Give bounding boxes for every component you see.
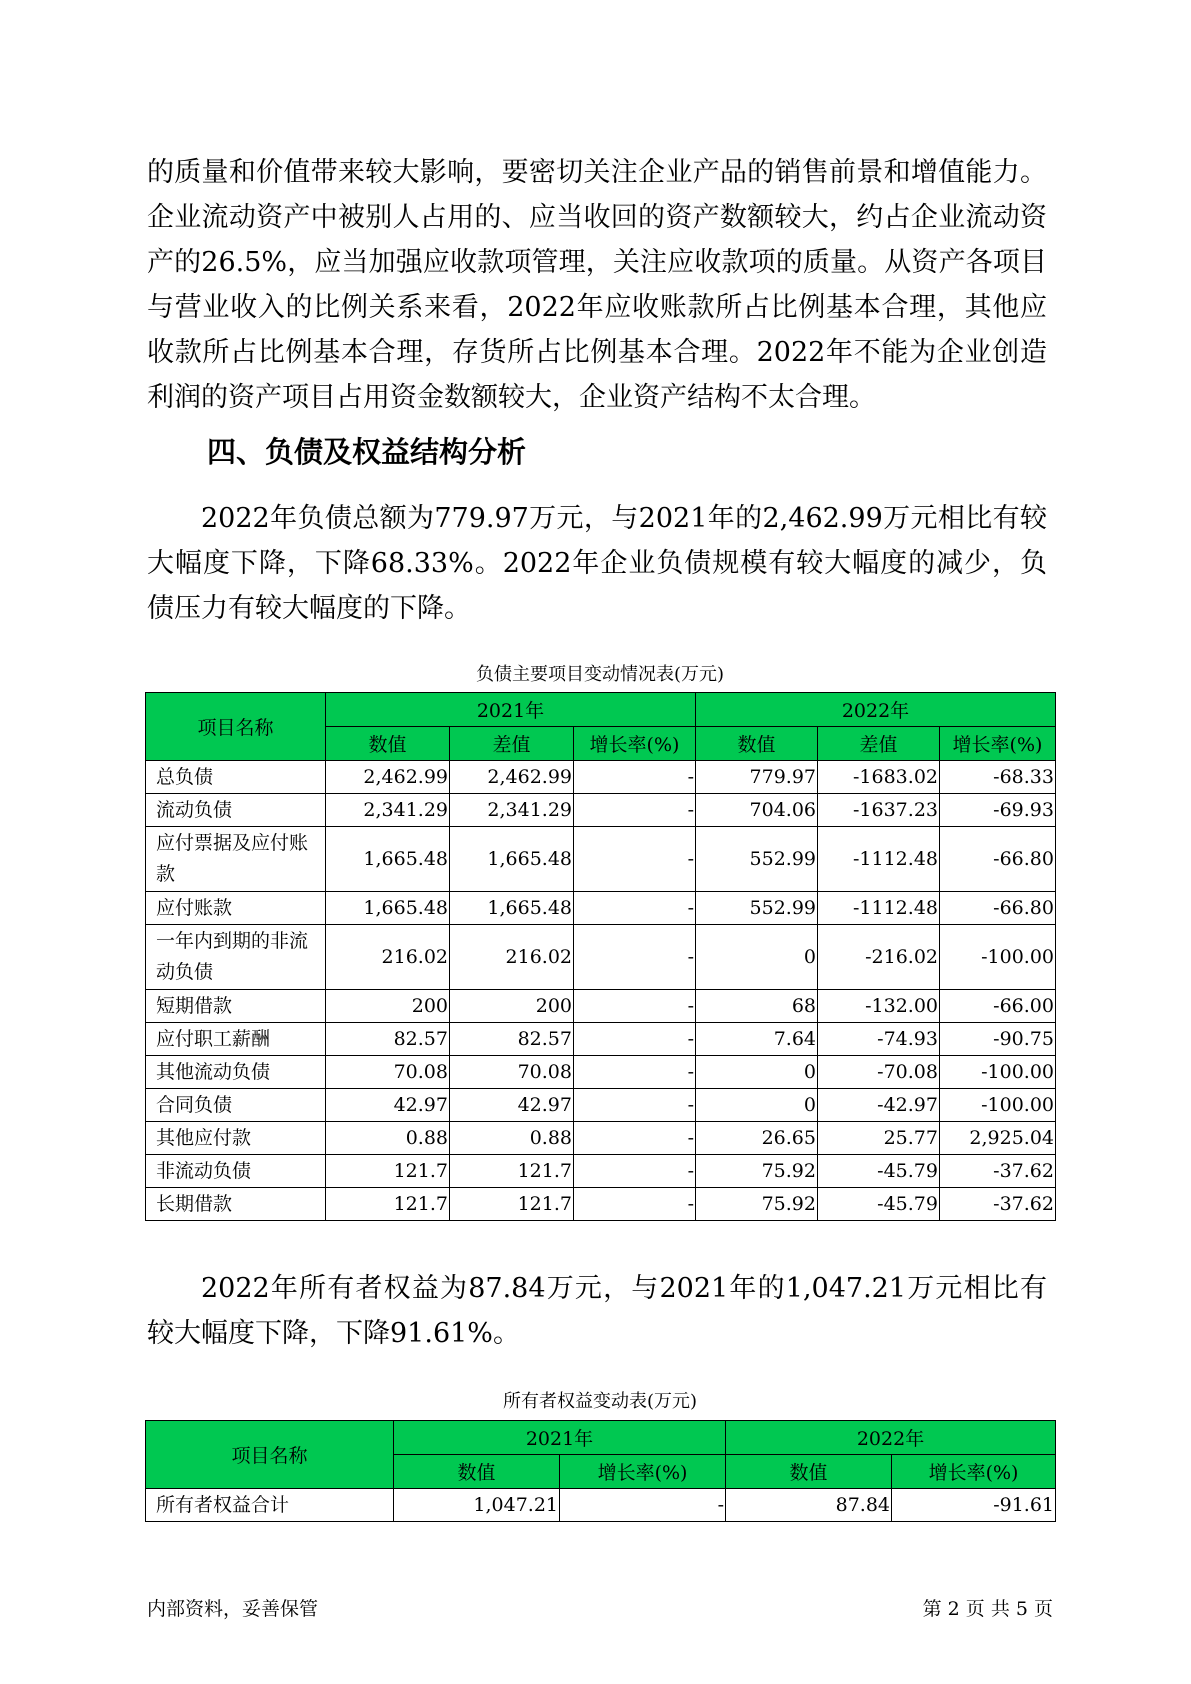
debt-header-rate-2: 增长率(%) — [940, 727, 1056, 761]
row-value-2021: 121.7 — [326, 1155, 450, 1188]
row-value-2022: 7.64 — [696, 1023, 818, 1056]
row-rate-2021: - — [574, 892, 696, 925]
row-name: 总负债 — [146, 761, 326, 794]
row-diff-2021: 70.08 — [450, 1056, 574, 1089]
row-rate-2021: - — [574, 1155, 696, 1188]
row-name: 应付票据及应付账款 — [146, 827, 326, 892]
table-row — [146, 794, 1056, 827]
body-paragraph-debt: 2022年负债总额为779.97万元，与2021年的2,462.99万元相比有较大幅度下降，下降68.33%。2022年企业负债规模有较大幅度的减少，负债压力有较大幅度的下降。 — [147, 503, 1047, 624]
row-rate-2021: - — [574, 990, 696, 1023]
row-diff-2021: 200 — [450, 990, 574, 1023]
table-row — [146, 827, 1056, 892]
debt-header-diff-1: 差值 — [450, 727, 574, 761]
row-rate-2022: 2,925.04 — [940, 1122, 1056, 1155]
row-rate-2022: -90.75 — [940, 1023, 1056, 1056]
row-rate-2022: -91.61 — [892, 1489, 1056, 1522]
equity-header-value-1: 数值 — [394, 1455, 560, 1489]
row-rate-2021: - — [574, 1122, 696, 1155]
table-row — [146, 1155, 1056, 1188]
debt-header-name: 项目名称 — [146, 693, 326, 761]
row-value-2022: 26.65 — [696, 1122, 818, 1155]
row-value-2022: 0 — [696, 1089, 818, 1122]
footer-confidential-note: 内部资料，妥善保管 — [147, 1598, 319, 1620]
debt-header-value-2: 数值 — [696, 727, 818, 761]
row-rate-2022: -100.00 — [940, 1089, 1056, 1122]
row-diff-2022: -1112.48 — [818, 827, 940, 892]
row-diff-2021: 1,665.48 — [450, 827, 574, 892]
row-name: 所有者权益合计 — [146, 1489, 394, 1522]
debt-header-diff-2: 差值 — [818, 727, 940, 761]
row-value-2021: 70.08 — [326, 1056, 450, 1089]
row-diff-2022: 25.77 — [818, 1122, 940, 1155]
debt-header-year1: 2021年 — [326, 693, 696, 727]
row-diff-2021: 216.02 — [450, 925, 574, 990]
row-value-2022: 0 — [696, 925, 818, 990]
row-diff-2021: 42.97 — [450, 1089, 574, 1122]
row-value-2022: 704.06 — [696, 794, 818, 827]
equity-header-rate-2: 增长率(%) — [892, 1455, 1056, 1489]
row-diff-2021: 82.57 — [450, 1023, 574, 1056]
row-name: 流动负债 — [146, 794, 326, 827]
row-value-2022: 75.92 — [696, 1155, 818, 1188]
row-rate-2022: -100.00 — [940, 925, 1056, 990]
row-value-2021: 2,462.99 — [326, 761, 450, 794]
debt-header-value-1: 数值 — [326, 727, 450, 761]
body-paragraph-equity: 2022年所有者权益为87.84万元，与2021年的1,047.21万元相比有较大幅度下降，下降91.61%。 — [147, 1273, 1047, 1349]
table-row — [146, 925, 1056, 990]
table-row — [146, 1023, 1056, 1056]
section-heading: 四、负债及权益结构分析 — [207, 435, 527, 469]
row-diff-2022: -132.00 — [818, 990, 940, 1023]
row-rate-2021: - — [574, 1089, 696, 1122]
row-diff-2022: -1637.23 — [818, 794, 940, 827]
row-name: 其他应付款 — [146, 1122, 326, 1155]
row-name: 其他流动负债 — [146, 1056, 326, 1089]
equity-header-year2: 2022年 — [726, 1421, 1056, 1455]
row-value-2021: 1,665.48 — [326, 892, 450, 925]
row-rate-2022: -37.62 — [940, 1188, 1056, 1221]
row-value-2021: 1,665.48 — [326, 827, 450, 892]
row-value-2022: 68 — [696, 990, 818, 1023]
row-value-2021: 82.57 — [326, 1023, 450, 1056]
row-value-2022: 552.99 — [696, 827, 818, 892]
row-value-2021: 2,341.29 — [326, 794, 450, 827]
debt-table — [145, 692, 1056, 1221]
equity-table-caption: 所有者权益变动表(万元) — [502, 1391, 698, 1412]
row-value-2022: 779.97 — [696, 761, 818, 794]
row-rate-2021: - — [574, 1056, 696, 1089]
table-row — [146, 990, 1056, 1023]
row-rate-2021: - — [574, 794, 696, 827]
row-diff-2021: 2,341.29 — [450, 794, 574, 827]
row-rate-2022: -69.93 — [940, 794, 1056, 827]
equity-header-rate-1: 增长率(%) — [560, 1455, 726, 1489]
row-diff-2021: 121.7 — [450, 1188, 574, 1221]
row-value-2021: 42.97 — [326, 1089, 450, 1122]
row-rate-2022: -37.62 — [940, 1155, 1056, 1188]
row-name: 应付账款 — [146, 892, 326, 925]
row-value-2021: 1,047.21 — [394, 1489, 560, 1522]
row-rate-2022: -66.00 — [940, 990, 1056, 1023]
debt-header-rate-1: 增长率(%) — [574, 727, 696, 761]
table-row — [146, 1489, 1056, 1522]
row-rate-2022: -68.33 — [940, 761, 1056, 794]
row-name: 长期借款 — [146, 1188, 326, 1221]
debt-header-year2: 2022年 — [696, 693, 1056, 727]
footer-page-number: 第 2 页 共 5 页 — [922, 1598, 1053, 1620]
equity-header-value-2: 数值 — [726, 1455, 892, 1489]
row-diff-2021: 121.7 — [450, 1155, 574, 1188]
row-value-2021: 200 — [326, 990, 450, 1023]
row-diff-2021: 1,665.48 — [450, 892, 574, 925]
row-rate-2021: - — [574, 1023, 696, 1056]
row-rate-2022: -66.80 — [940, 827, 1056, 892]
row-rate-2021: - — [574, 827, 696, 892]
row-diff-2022: -216.02 — [818, 925, 940, 990]
row-name: 应付职工薪酬 — [146, 1023, 326, 1056]
row-value-2022: 75.92 — [696, 1188, 818, 1221]
row-name: 一年内到期的非流动负债 — [146, 925, 326, 990]
row-diff-2021: 0.88 — [450, 1122, 574, 1155]
table-row — [146, 1089, 1056, 1122]
row-diff-2022: -74.93 — [818, 1023, 940, 1056]
table-row — [146, 892, 1056, 925]
table-row — [146, 1122, 1056, 1155]
row-diff-2022: -70.08 — [818, 1056, 940, 1089]
equity-header-year1: 2021年 — [394, 1421, 726, 1455]
row-diff-2022: -45.79 — [818, 1188, 940, 1221]
row-rate-2021: - — [560, 1489, 726, 1522]
row-rate-2022: -100.00 — [940, 1056, 1056, 1089]
row-diff-2022: -45.79 — [818, 1155, 940, 1188]
row-value-2022: 552.99 — [696, 892, 818, 925]
equity-header-name: 项目名称 — [146, 1421, 394, 1489]
row-rate-2021: - — [574, 1188, 696, 1221]
row-name: 非流动负债 — [146, 1155, 326, 1188]
row-rate-2021: - — [574, 925, 696, 990]
table-row — [146, 1056, 1056, 1089]
row-diff-2021: 2,462.99 — [450, 761, 574, 794]
row-value-2021: 216.02 — [326, 925, 450, 990]
table-row — [146, 761, 1056, 794]
debt-table-caption: 负债主要项目变动情况表(万元) — [475, 664, 725, 685]
body-paragraph-assets: 的质量和价值带来较大影响，要密切关注企业产品的销售前景和增值能力。企业流动资产中被别人占用的、应当收回的资产数额较大，约占企业流动资产的26.5%，应当加强应收款项管理，关注应收款项的质量。从资产各项目与营业收入的比例关系来看，2022年应收账款所占比例基本合理，其他应收款所占比例基本合理，存货所占比例基本合理。2022年不能为企业创造利润的资产项目占用资金数额较大，企业资产结构不太合理。 — [147, 157, 1047, 413]
row-diff-2022: -1112.48 — [818, 892, 940, 925]
row-rate-2021: - — [574, 761, 696, 794]
row-diff-2022: -1683.02 — [818, 761, 940, 794]
row-diff-2022: -42.97 — [818, 1089, 940, 1122]
equity-table — [145, 1420, 1056, 1522]
row-value-2021: 121.7 — [326, 1188, 450, 1221]
row-value-2021: 0.88 — [326, 1122, 450, 1155]
row-name: 合同负债 — [146, 1089, 326, 1122]
row-rate-2022: -66.80 — [940, 892, 1056, 925]
row-value-2022: 0 — [696, 1056, 818, 1089]
table-row — [146, 1188, 1056, 1221]
row-value-2022: 87.84 — [726, 1489, 892, 1522]
row-name: 短期借款 — [146, 990, 326, 1023]
